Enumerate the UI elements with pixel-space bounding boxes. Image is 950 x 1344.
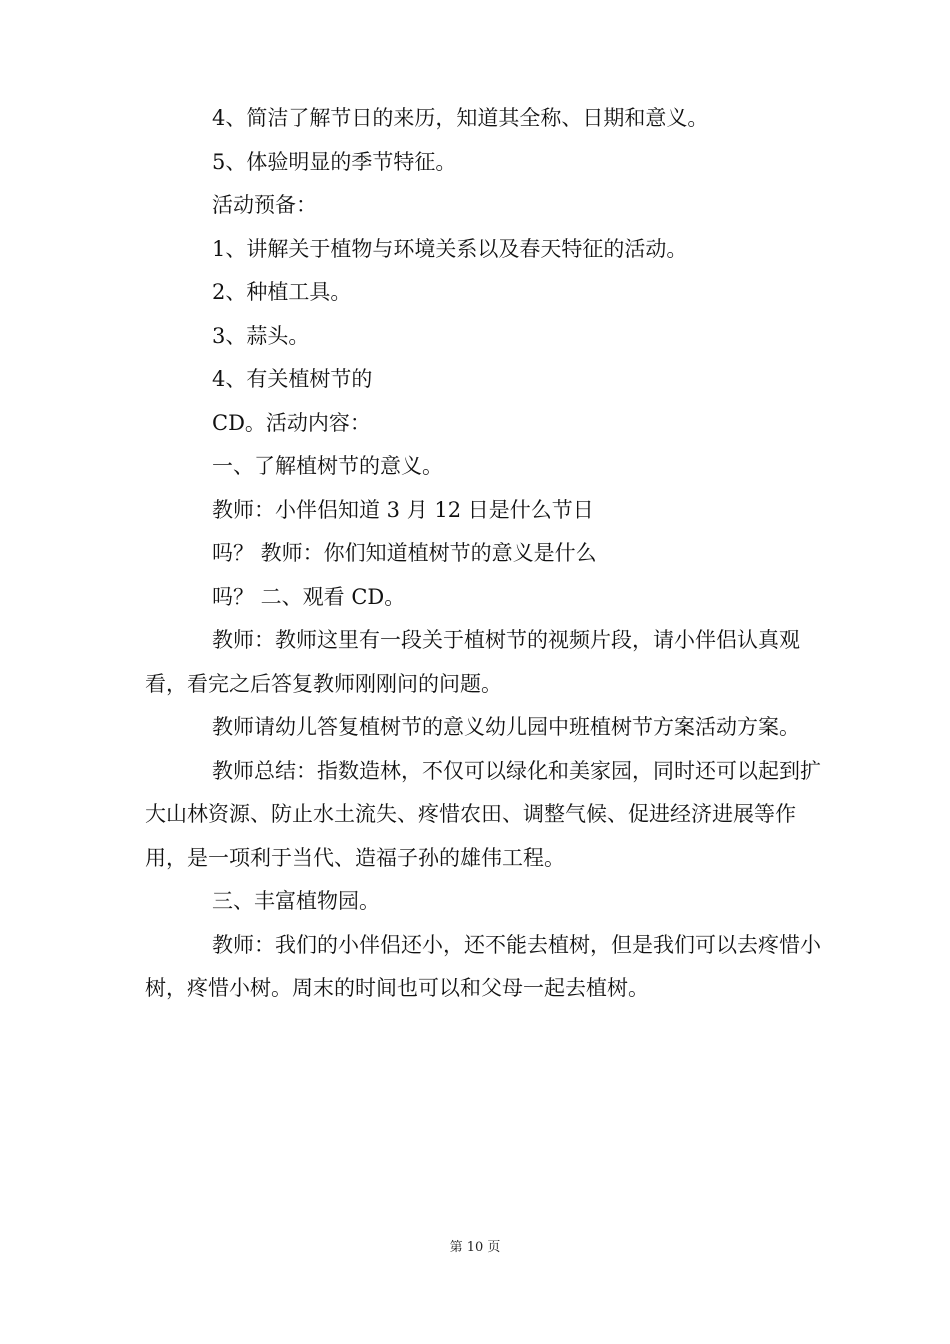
paragraph-content-heading: CD。活动内容： <box>212 410 371 435</box>
document-body <box>145 97 825 1011</box>
paragraph-prep-2: 2、种植工具。 <box>212 280 352 304</box>
paragraph-teacher-summary: 教师总结：指数造林，不仅可以绿化和美家园，同时还可以起到扩大山林资源、防止水土流失、疼惜农田、调整气候、促进经济进展等作用，是一项利于当代、造福子孙的雄伟工程。 <box>145 758 821 870</box>
paragraph-section-3: 三、丰富植物园。 <box>212 889 380 913</box>
paragraph-teacher-video: 教师：教师这里有一段关于植树节的视频片段，请小伴侣认真观看，看完之后答复教师刚刚问的问题。 <box>145 628 800 696</box>
paragraph-prep-1: 1、讲解关于植物与环境关系以及春天特征的活动。 <box>212 236 688 261</box>
paragraph-section-1: 一、了解植树节的意义。 <box>212 454 443 478</box>
paragraph-section-2: 吗？ 二、观看 CD。 <box>212 584 406 609</box>
paragraph-preparation-heading: 活动预备： <box>212 193 317 217</box>
paragraph-teacher-q2: 吗？ 教师：你们知道植树节的意义是什么 <box>212 541 597 565</box>
paragraph-teacher-q1: 教师：小伴侣知道 3 月 12 日是什么节日 <box>212 497 594 522</box>
paragraph-goal-4: 4、简洁了解节日的来历，知道其全称、日期和意义。 <box>212 106 709 130</box>
paragraph-goal-5: 5、体验明显的季节特征。 <box>212 149 457 174</box>
paragraph-prep-3: 3、蒜头。 <box>212 323 310 348</box>
paragraph-prep-4: 4、有关植树节的 <box>212 367 373 391</box>
page-number: 第 10 页 <box>449 1240 501 1255</box>
paragraph-teacher-closing: 教师：我们的小伴侣还小，还不能去植树，但是我们可以去疼惜小树，疼惜小树。周末的时间也可以和父母一起去植树。 <box>145 932 821 1000</box>
paragraph-children-answer: 教师请幼儿答复植树节的意义幼儿园中班植树节方案活动方案。 <box>212 715 800 739</box>
